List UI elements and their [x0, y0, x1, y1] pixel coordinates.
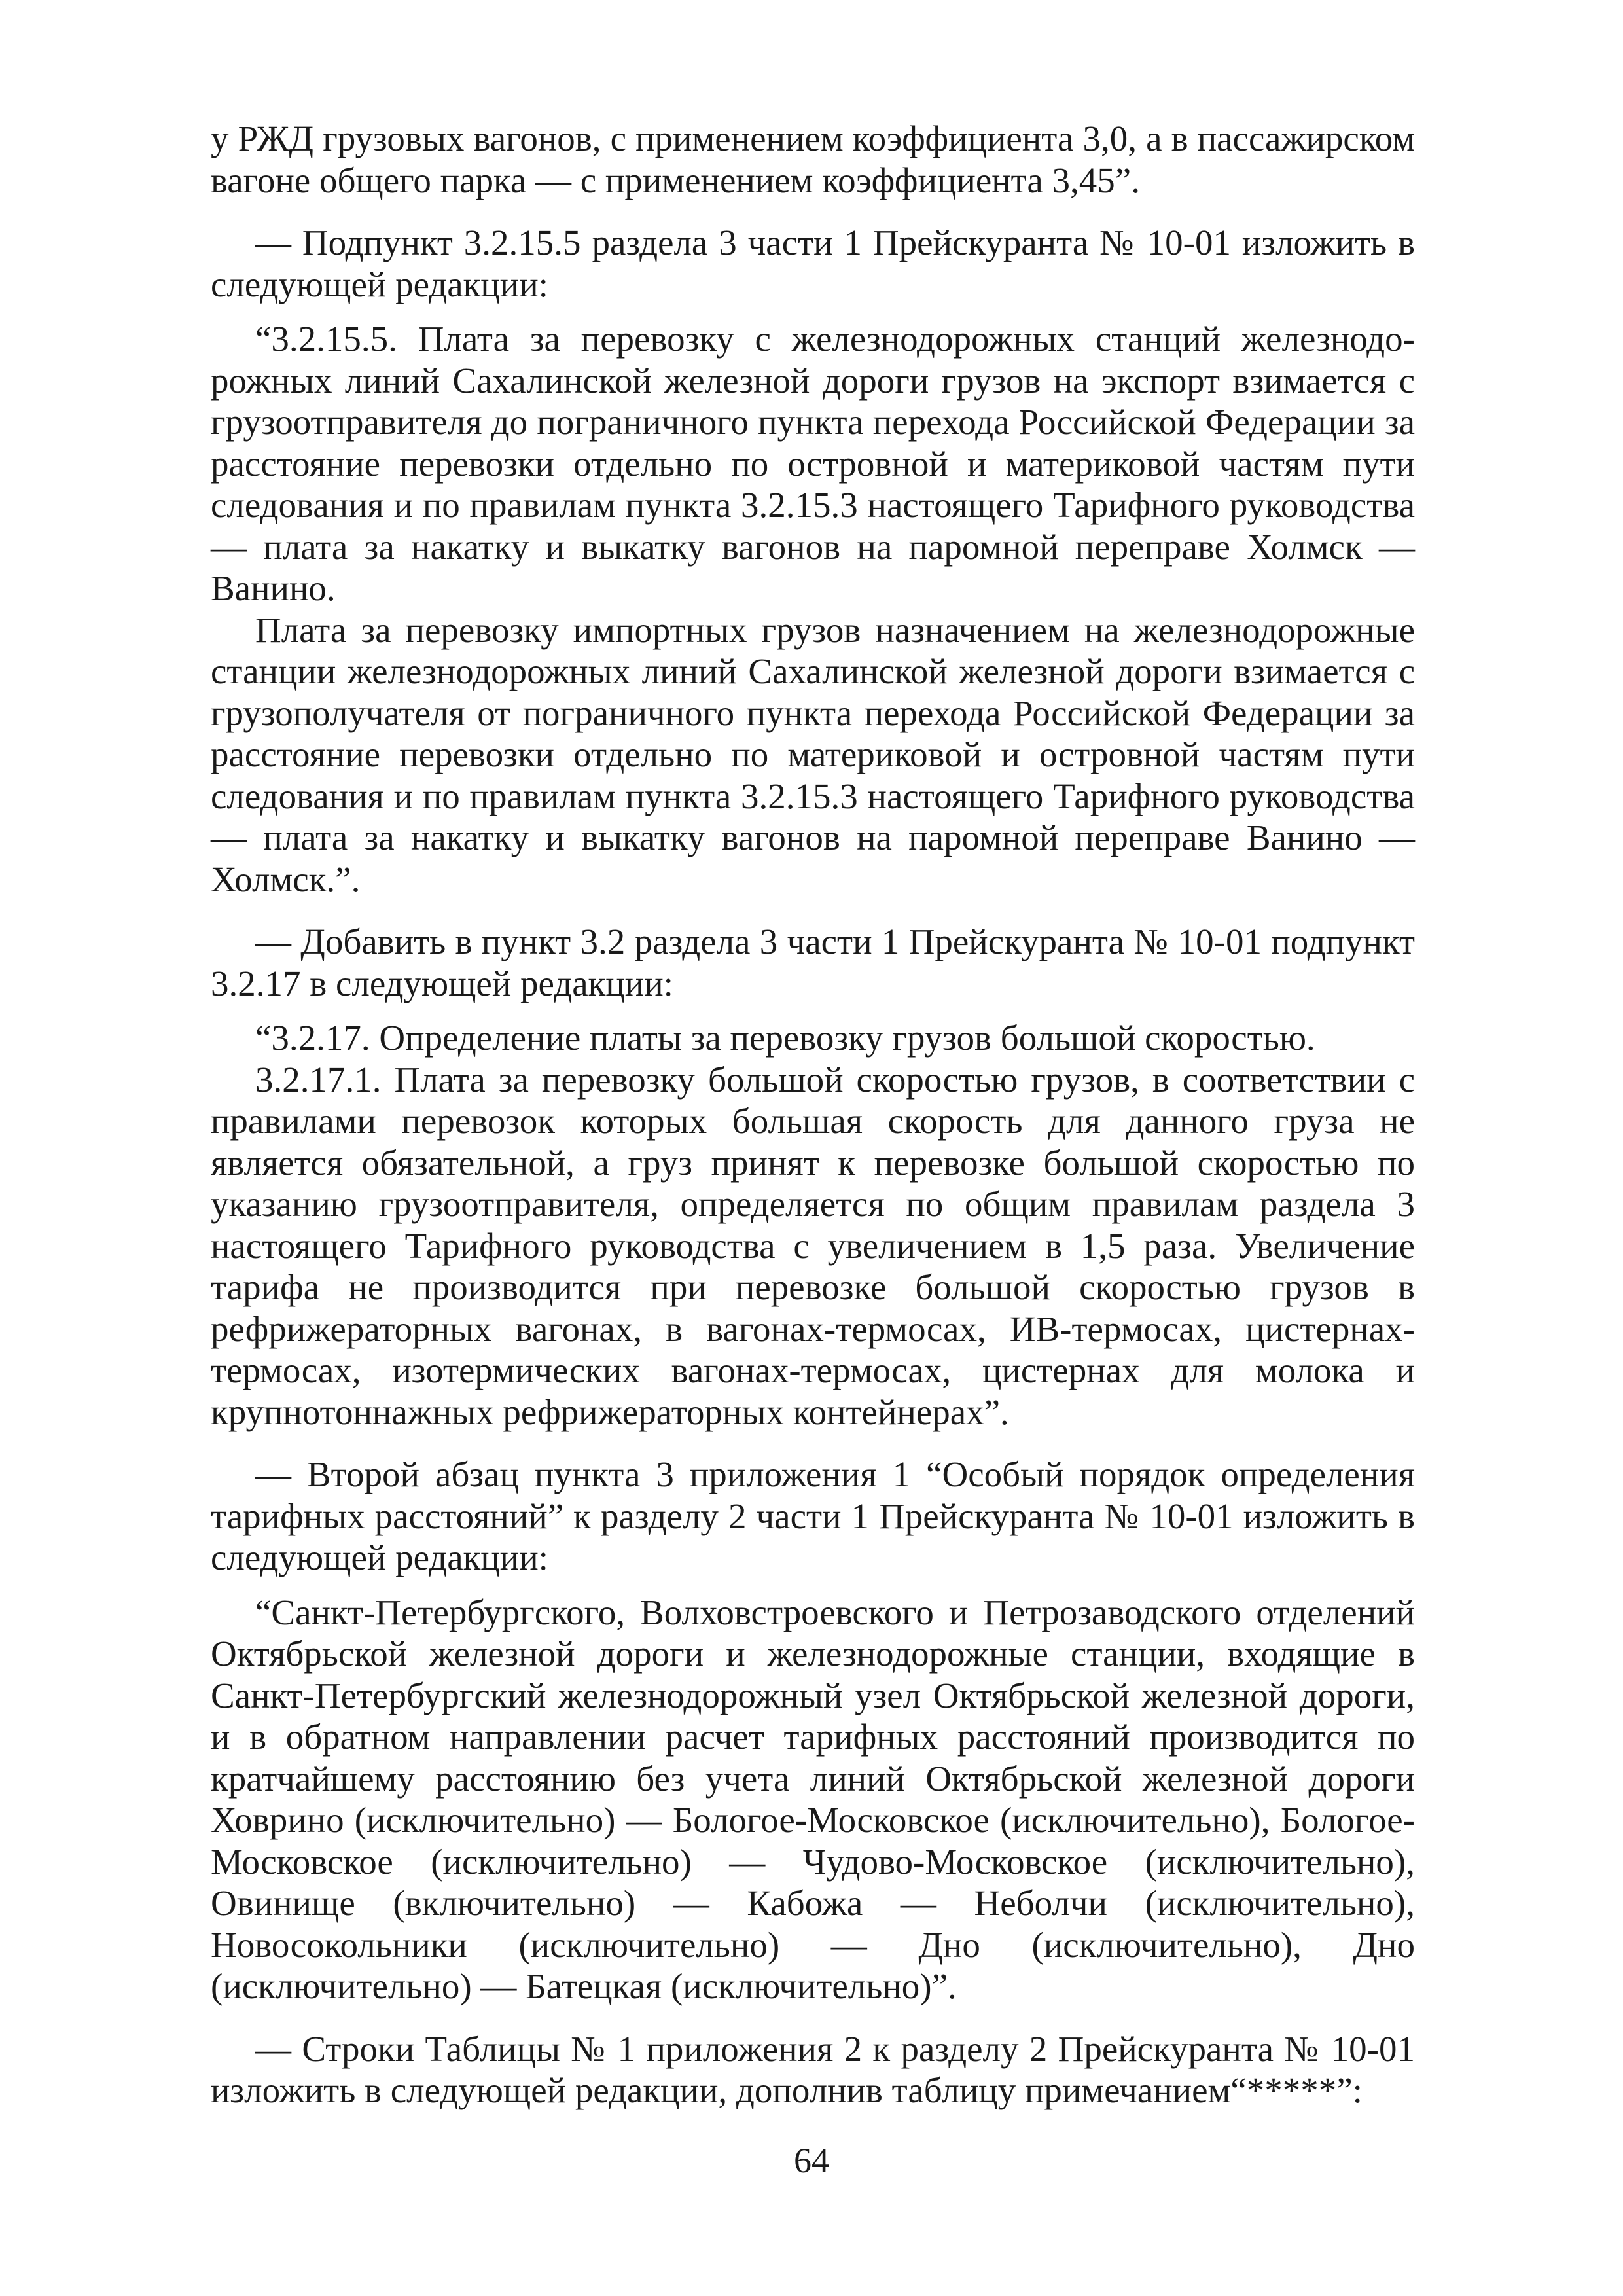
paragraph-10: — Строки Таблицы № 1 приложения 2 к разделу 2 Прейскуранта № 10-01 изложить в следующей редакции, дополнив таблицу примечанием“*****”: — [211, 2028, 1415, 2110]
page-number: 64 — [794, 2141, 829, 2180]
document-page — [211, 118, 1415, 2111]
paragraph-7: 3.2.17.1. Плата за перевозку большой скоростью грузов, в соответствии с правилами перевозок которых большая скорость для данного груза не является обязательной, а груз принят к перевозке большой скоростью по указанию грузоотправителя, определяется по общим правилам раздела 3 настоящего Тарифного руководства с увеличением в 1,5 раза. Увеличение тарифа не производится при перевозке большой скоростью грузов в рефрижераторных вагонах, в вагонах-термосах, ИВ-термосах, цистернах-термосах, изотермических вагонах-термосах, цистернах для молока и крупнотоннажных рефрижераторных контейнерах”. — [211, 1059, 1415, 1432]
paragraph-8: — Второй абзац пункта 3 приложения 1 “Особый порядок определения тарифных расстояний” к разделу 2 части 1 Прейскуранта № 10-01 изложить в следующей редакции: — [211, 1454, 1415, 1577]
paragraph-2: — Подпункт 3.2.15.5 раздела 3 части 1 Прейскуранта № 10-01 изложить в следующей редакции: — [211, 223, 1415, 304]
paragraph-3: “3.2.15.5. Плата за перевозку с железнодорожных станций железнодорожных линий Сахалинской железной дороги грузов на экспорт взимается с грузоотправителя до пограничного пункта перехода Российской Федерации за расстояние перевозки отдельно по островной и материковой частям пути следования и по правилам пункта 3.2.15.3 настоящего Тарифного руководства — плата за накатку и выкатку вагонов на паромной переправе Холмск — Ванино. — [211, 319, 1415, 608]
paragraph-6: “3.2.17. Определение платы за перевозку грузов большой скоростью. — [255, 1018, 1315, 1058]
paragraph-9: “Санкт-Петербургского, Волховстроевского и Петрозаводского отделений Октябрьской железной дороги и железнодорожные станции, входящие в Санкт-Петербургский железнодорожный узел Октябрьской железной дороги, и в обратном направлении расчет тарифных расстояний производится по кратчайшему расстоянию без учета линий Октябрьской железной дороги Ховрино (исключительно) — Бологое-Московское (исключительно), Бологое-Московское (исключительно) — Чудово-Московское (исключительно), Овинище (включительно) — Кабожа — Неболчи (исключительно), Новосокольники (исключительно) — Дно (исключительно), Дно (исключительно) — Батецкая (исключительно)”. — [211, 1592, 1415, 2006]
paragraph-4: Плата за перевозку импортных грузов назначением на железнодорожные станции железнодорожных линий Сахалинской железной дороги взимается с грузополучателя от пограничного пункта перехода Российской Федерации за расстояние перевозки отдельно по материковой и островной частям пути следования и по правилам пункта 3.2.15.3 настоящего Тарифного руководства — плата за накатку и выкатку вагонов на паромной переправе Ванино — Холмск.”. — [211, 609, 1415, 899]
paragraph-5: — Добавить в пункт 3.2 раздела 3 части 1 Прейскуранта № 10-01 подпункт 3.2.17 в следующей редакции: — [211, 922, 1415, 1003]
paragraph-1: у РЖД грузовых вагонов, с применением коэффициента 3,0, а в пассажирском вагоне общего парка — с применением коэффициента 3,45”. — [211, 118, 1415, 200]
